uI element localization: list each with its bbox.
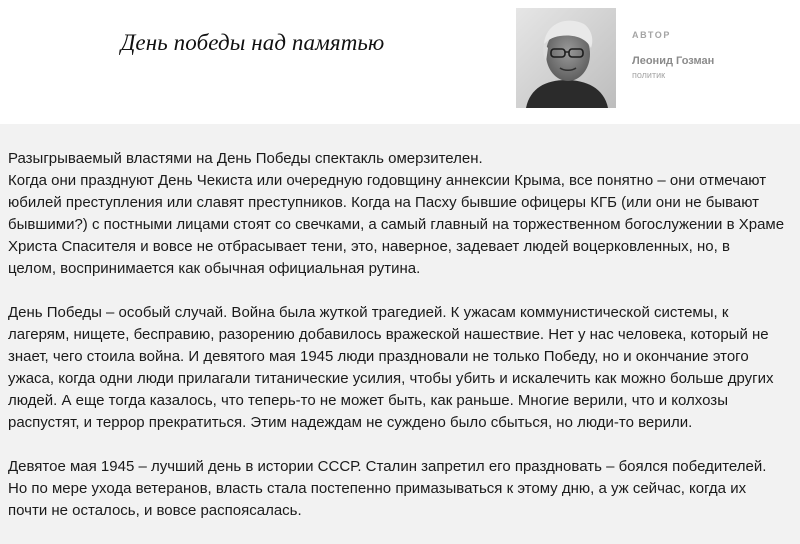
text-line: целом, воспринимается как обычная официальная рутина. (8, 260, 421, 277)
text-line: Когда они празднуют День Чекиста или очередную годовщину аннексии Крыма, все понятно – они отмечают (8, 172, 767, 189)
article-paragraph (8, 302, 798, 434)
author-portrait-icon (516, 8, 616, 108)
text-line: лагерям, нищете, бесправию, разорению добавилось вражеской нашествие. Нет у нас человека, который не (8, 326, 769, 343)
text-line: людей. А еще тогда казалось, что теперь-то не может быть, как раньше. Многие верили, что и колхозы (8, 392, 728, 409)
article-body (8, 148, 798, 544)
article-header (0, 0, 800, 124)
text-line: бывшими?) с постными лицами стоят со свечками, а самый главный на торжественном богослужении в Храме (8, 216, 785, 233)
author-role: политик (632, 70, 666, 80)
text-line: почти не осталось, и вовсе распоясалась. (8, 502, 302, 519)
author-block (632, 30, 714, 80)
text-line: ужаса, когда одни люди прилагали титанические усилия, чтобы убить и искалечить как можно больше других (8, 370, 774, 387)
article-paragraph (8, 456, 798, 522)
text-line: Но по мере ухода ветеранов, власть стала постепенно примазываться к этому дню, а уж сейчас, когда их (8, 480, 747, 497)
author-portrait[interactable] (516, 8, 616, 108)
article-title: День победы над памятью (120, 30, 385, 55)
author-name-link[interactable]: Леонид Гозман (632, 55, 715, 67)
text-line: юбилей преступления или славят преступников. Когда на Пасху бывшие офицеры КГБ (или они не бывают (8, 194, 760, 211)
text-line: Христа Спасителя и вовсе не отбрасывает тени, это, наверное, задевает людей воцерковленных, но, в (8, 238, 730, 255)
author-caption: АВТОР (632, 30, 671, 40)
text-line: распустят, и террор прекратиться. Этим надеждам не суждено было сбыться, но люди-то верили. (8, 414, 693, 431)
text-line: знает, чего стоила война. И девятого мая 1945 люди праздновали не только Победу, но и окончание этого (8, 348, 749, 365)
text-line: День Победы – особый случай. Война была жуткой трагедией. К ужасам коммунистической системы, к (8, 304, 729, 321)
text-line: Девятое мая 1945 – лучший день в истории СССР. Сталин запретил его праздновать – боялся победителей. (8, 458, 767, 475)
text-line: Разыгрываемый властями на День Победы спектакль омерзителен. (8, 150, 483, 167)
article-paragraph (8, 148, 798, 280)
